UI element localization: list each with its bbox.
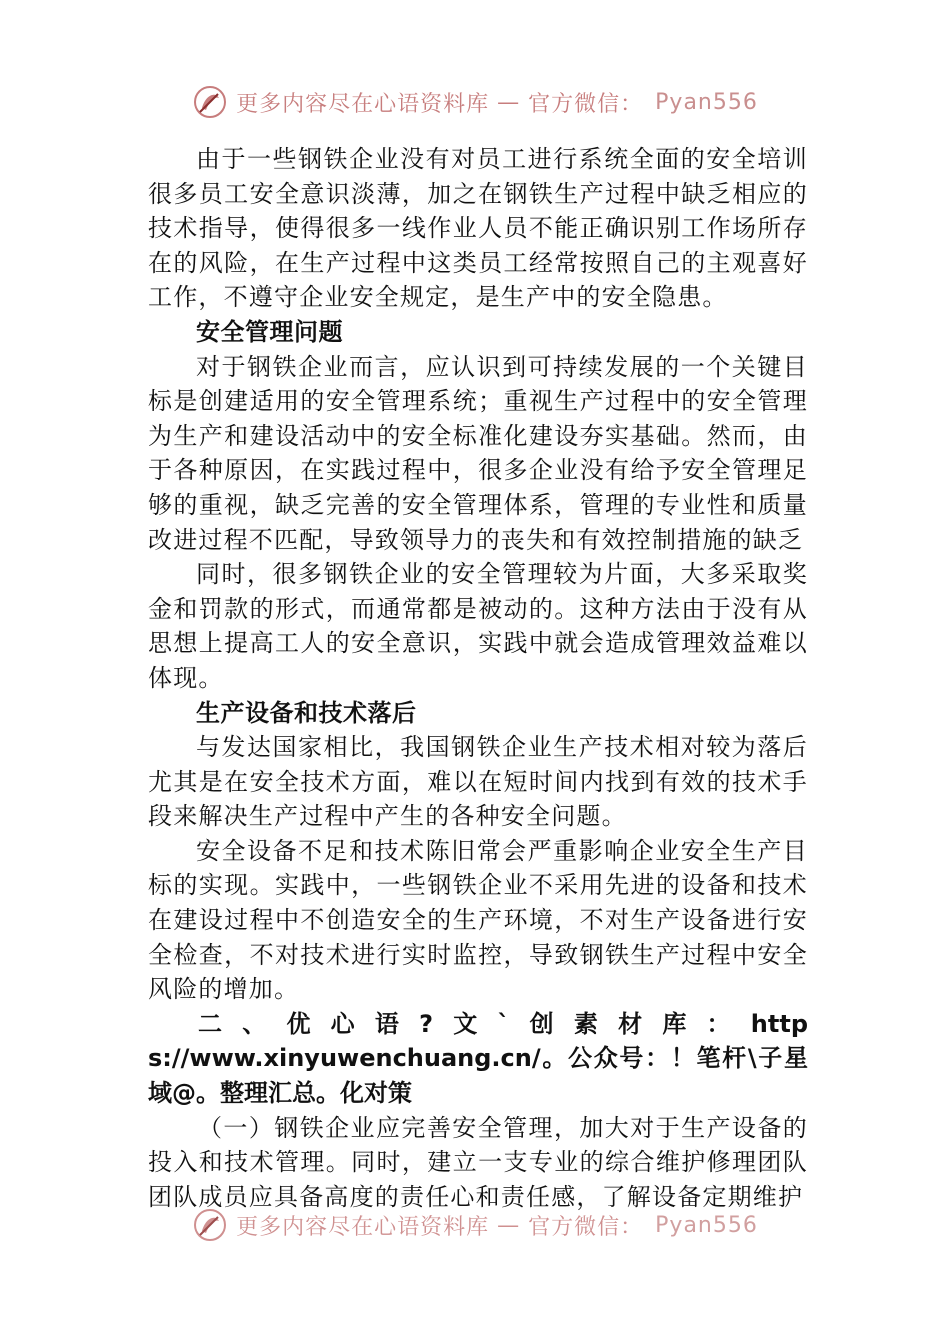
banner-separator: — <box>497 89 521 115</box>
banner-wechat-id: Pyan556 <box>655 89 758 115</box>
paragraph-training: 由于一些钢铁企业没有对员工进行系统全面的安全培训很多员工安全意识淡薄，加之在钢铁生产过程中缺乏相应的技术指导，使得很多一线作业人员不能正确识别工作场所存在的风险，在生产过程中这类员工经常按照自己的主观喜好工作，不遵守企业安全规定，是生产中的安全隐患。 <box>148 145 808 312</box>
brand-logo-icon <box>192 1207 228 1243</box>
heading-safety-management: 安全管理问题 <box>196 316 343 346</box>
footer-watermark-banner <box>0 1205 950 1245</box>
footer-wechat-label: 官方微信： <box>528 1214 644 1240</box>
footer-separator: — <box>497 1212 521 1238</box>
paragraph-equipment-shortage: 安全设备不足和技术陈旧常会严重影响企业安全生产目标的实现。实践中，一些钢铁企业不采用先进的设备和技术在建设过程中不创造安全的生产环境，不对生产设备进行安全检查，不对技术进行实时监控，导致钢铁生产过程中安全风险的增加。 <box>148 836 808 1004</box>
brand-logo-icon <box>192 84 228 120</box>
footer-brand-text: 更多内容尽在心语资料库 <box>236 1214 490 1240</box>
paragraph-management-system: 对于钢铁企业而言，应认识到可持续发展的一个关键目标是创建适用的安全管理系统；重视生产过程中的安全管理为生产和建设活动中的安全标准化建设夯实基础。然而，由于各种原因，在实践过程中，很多企业没有给予安全管理足够的重视，缺乏完善的安全管理体系，管理的专业性和质量改进过程不匹配，导致领导力的丧失和有效控制措施的缺乏 <box>148 352 808 554</box>
header-watermark-banner <box>0 82 950 122</box>
banner-brand-text: 更多内容尽在心语资料库 <box>236 91 490 117</box>
banner-wechat-label: 官方微信： <box>528 91 644 117</box>
document-body <box>148 142 808 1214</box>
footer-wechat-id: Pyan556 <box>655 1212 758 1238</box>
paragraph-technology-gap: 与发达国家相比，我国钢铁企业生产技术相对较为落后尤其是在安全技术方面，难以在短时间内找到有效的技术手段来解决生产过程中产生的各种安全问题。 <box>148 733 808 831</box>
section-title-countermeasures <box>148 1007 808 1111</box>
paragraph-rewards-penalties: 同时，很多钢铁企业的安全管理较为片面，大多采取奖金和罚款的形式，而通常都是被动的。这种方法由于没有从思想上提高工人的安全意识，实践中就会造成管理效益难以体现。 <box>148 560 808 692</box>
heading-equipment-technology: 生产设备和技术落后 <box>196 697 417 727</box>
paragraph-countermeasure-one: （一）钢铁企业应完善安全管理，加大对于生产设备的投入和技术管理。同时，建立一支专业的综合维护修理团队团队成员应具备高度的责任心和责任感，了解设备定期维护 <box>148 1113 808 1211</box>
section-title-lead: 二、优心语?文`创素材库： <box>198 1009 751 1038</box>
section-title-rest: https://www.xinyuwenchuang.cn/。公众号：！笔杆\子星域@。整理汇总。化对策 <box>148 1009 808 1108</box>
